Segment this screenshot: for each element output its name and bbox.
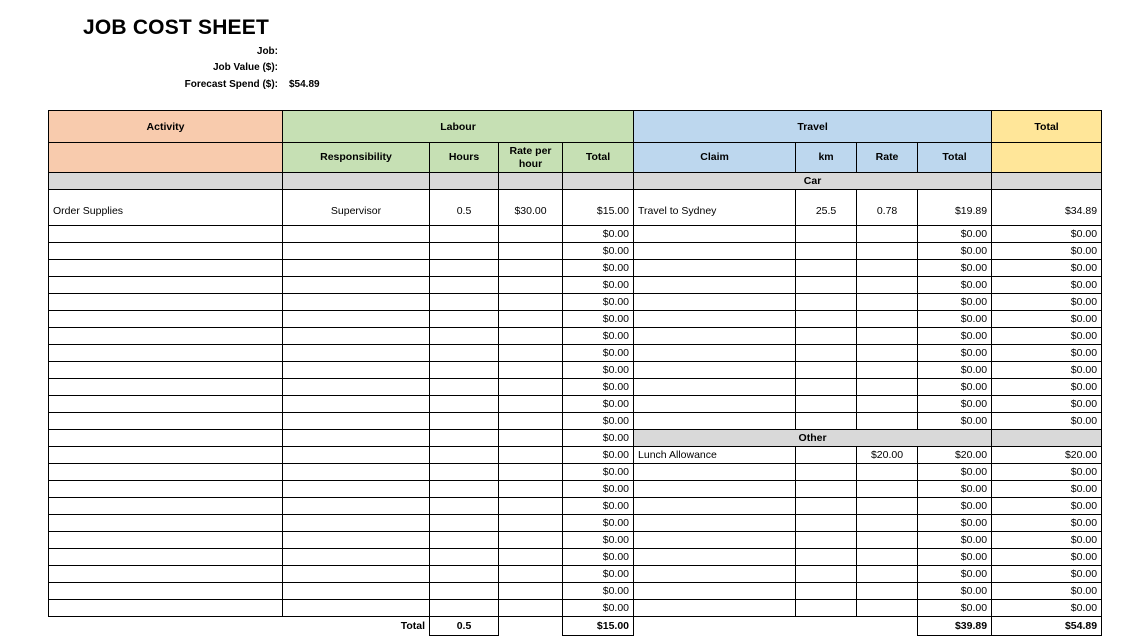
- rate-per-hour-cell[interactable]: [499, 277, 563, 294]
- km-cell[interactable]: [796, 566, 857, 583]
- row-total-cell[interactable]: $0.00: [992, 362, 1102, 379]
- row-total-cell[interactable]: $0.00: [992, 379, 1102, 396]
- travel-total-cell[interactable]: $0.00: [918, 260, 992, 277]
- travel-rate-cell[interactable]: [857, 311, 918, 328]
- km-cell[interactable]: [796, 600, 857, 617]
- hours-cell[interactable]: [430, 226, 499, 243]
- km-cell[interactable]: [796, 532, 857, 549]
- activity-cell[interactable]: [49, 583, 283, 600]
- km-cell[interactable]: [796, 294, 857, 311]
- header-activity-sub[interactable]: [49, 143, 283, 173]
- section-cell[interactable]: [992, 173, 1102, 190]
- claim-cell[interactable]: [634, 566, 796, 583]
- claim-cell[interactable]: [634, 396, 796, 413]
- claim-cell[interactable]: [634, 413, 796, 430]
- table-row: [49, 190, 1102, 226]
- labour-total-cell[interactable]: $0.00: [563, 515, 634, 532]
- responsibility-cell[interactable]: [283, 345, 430, 362]
- claim-cell[interactable]: [634, 362, 796, 379]
- totals-grand[interactable]: $54.89: [992, 617, 1102, 636]
- activity-cell[interactable]: [49, 277, 283, 294]
- table-row: [49, 243, 1102, 260]
- activity-cell[interactable]: [49, 498, 283, 515]
- responsibility-cell[interactable]: [283, 413, 430, 430]
- table-row: [49, 413, 1102, 430]
- travel-total-cell[interactable]: $20.00: [918, 447, 992, 464]
- hours-cell[interactable]: [430, 600, 499, 617]
- travel-rate-cell[interactable]: [857, 277, 918, 294]
- header-responsibility[interactable]: Responsibility: [283, 143, 430, 173]
- activity-cell[interactable]: [49, 549, 283, 566]
- rate-per-hour-cell[interactable]: [499, 294, 563, 311]
- km-cell[interactable]: [796, 226, 857, 243]
- table-row: [49, 345, 1102, 362]
- row-total-cell[interactable]: $34.89: [992, 190, 1102, 226]
- table-row: [49, 600, 1102, 617]
- responsibility-cell[interactable]: [283, 294, 430, 311]
- section-cell[interactable]: [430, 173, 499, 190]
- travel-rate-cell[interactable]: $20.00: [857, 447, 918, 464]
- km-cell[interactable]: [796, 549, 857, 566]
- table-row: [49, 260, 1102, 277]
- row-total-cell[interactable]: $0.00: [992, 549, 1102, 566]
- responsibility-cell[interactable]: [283, 549, 430, 566]
- claim-cell[interactable]: [634, 379, 796, 396]
- forecast-spend-value: $54.89: [289, 79, 320, 90]
- responsibility-cell[interactable]: [283, 311, 430, 328]
- labour-total-cell[interactable]: $0.00: [563, 396, 634, 413]
- km-cell[interactable]: [796, 498, 857, 515]
- table-row: [49, 464, 1102, 481]
- table-row: [49, 311, 1102, 328]
- activity-cell[interactable]: [49, 464, 283, 481]
- responsibility-cell[interactable]: [283, 379, 430, 396]
- table-row: [49, 549, 1102, 566]
- hours-cell[interactable]: [430, 345, 499, 362]
- travel-rate-cell[interactable]: [857, 260, 918, 277]
- rate-per-hour-cell[interactable]: [499, 583, 563, 600]
- totals-blank[interactable]: [499, 617, 563, 636]
- travel-total-cell[interactable]: $0.00: [918, 566, 992, 583]
- totals-blank[interactable]: [796, 617, 857, 636]
- rate-per-hour-cell[interactable]: [499, 464, 563, 481]
- activity-cell[interactable]: [49, 566, 283, 583]
- travel-total-cell[interactable]: $0.00: [918, 464, 992, 481]
- header-rate-per-hour[interactable]: Rate per hour: [499, 143, 563, 173]
- activity-cell[interactable]: [49, 328, 283, 345]
- labour-total-cell[interactable]: $15.00: [563, 190, 634, 226]
- travel-total-cell[interactable]: $0.00: [918, 226, 992, 243]
- travel-total-cell[interactable]: $0.00: [918, 532, 992, 549]
- rate-per-hour-cell[interactable]: [499, 600, 563, 617]
- table-row: [49, 362, 1102, 379]
- labour-total-cell[interactable]: $0.00: [563, 481, 634, 498]
- job-value-label: Job Value ($):: [212, 62, 278, 73]
- header-labour[interactable]: Labour: [283, 111, 634, 143]
- responsibility-cell[interactable]: [283, 430, 430, 447]
- claim-cell[interactable]: [634, 328, 796, 345]
- totals-hours[interactable]: 0.5: [430, 617, 499, 636]
- km-cell[interactable]: [796, 447, 857, 464]
- travel-rate-cell[interactable]: [857, 566, 918, 583]
- travel-rate-cell[interactable]: [857, 226, 918, 243]
- row-total-cell[interactable]: $0.00: [992, 260, 1102, 277]
- claim-cell[interactable]: [634, 294, 796, 311]
- rate-per-hour-cell[interactable]: [499, 515, 563, 532]
- labour-total-cell[interactable]: $0.00: [563, 294, 634, 311]
- claim-cell[interactable]: [634, 345, 796, 362]
- hours-cell[interactable]: [430, 413, 499, 430]
- travel-rate-cell[interactable]: [857, 362, 918, 379]
- claim-cell[interactable]: [634, 311, 796, 328]
- labour-total-cell[interactable]: $0.00: [563, 566, 634, 583]
- row-total-cell[interactable]: $20.00: [992, 447, 1102, 464]
- hours-cell[interactable]: [430, 311, 499, 328]
- activity-cell[interactable]: [49, 481, 283, 498]
- section-cell[interactable]: [499, 173, 563, 190]
- labour-total-cell[interactable]: $0.00: [563, 277, 634, 294]
- activity-cell[interactable]: [49, 430, 283, 447]
- labour-total-cell[interactable]: $0.00: [563, 362, 634, 379]
- table-row: [49, 583, 1102, 600]
- claim-cell[interactable]: [634, 515, 796, 532]
- travel-total-cell[interactable]: $0.00: [918, 311, 992, 328]
- totals-blank[interactable]: [857, 617, 918, 636]
- hours-cell[interactable]: [430, 566, 499, 583]
- travel-total-cell[interactable]: $0.00: [918, 515, 992, 532]
- travel-rate-cell[interactable]: [857, 413, 918, 430]
- table-row: [49, 532, 1102, 549]
- responsibility-cell[interactable]: [283, 362, 430, 379]
- header-total[interactable]: Total: [992, 111, 1102, 143]
- table-row: [49, 481, 1102, 498]
- km-cell[interactable]: [796, 515, 857, 532]
- km-cell[interactable]: [796, 243, 857, 260]
- responsibility-cell[interactable]: [283, 532, 430, 549]
- km-cell[interactable]: [796, 328, 857, 345]
- responsibility-cell[interactable]: [283, 566, 430, 583]
- table-row: [49, 294, 1102, 311]
- labour-total-cell[interactable]: $0.00: [563, 498, 634, 515]
- rate-per-hour-cell[interactable]: [499, 362, 563, 379]
- travel-rate-cell[interactable]: [857, 379, 918, 396]
- rate-per-hour-cell[interactable]: [499, 447, 563, 464]
- travel-rate-cell[interactable]: [857, 294, 918, 311]
- claim-cell[interactable]: [634, 260, 796, 277]
- row-total-cell[interactable]: $0.00: [992, 277, 1102, 294]
- rate-per-hour-cell[interactable]: [499, 226, 563, 243]
- responsibility-cell[interactable]: [283, 260, 430, 277]
- travel-rate-cell[interactable]: [857, 549, 918, 566]
- header-claim[interactable]: Claim: [634, 143, 796, 173]
- hours-cell[interactable]: [430, 396, 499, 413]
- km-cell[interactable]: [796, 277, 857, 294]
- activity-cell[interactable]: Order Supplies: [49, 190, 283, 226]
- travel-rate-cell[interactable]: [857, 328, 918, 345]
- travel-total-cell[interactable]: $0.00: [918, 277, 992, 294]
- labour-total-cell[interactable]: $0.00: [563, 583, 634, 600]
- header-km[interactable]: km: [796, 143, 857, 173]
- hours-cell[interactable]: [430, 481, 499, 498]
- activity-cell[interactable]: [49, 447, 283, 464]
- section-cell[interactable]: [563, 173, 634, 190]
- labour-total-cell[interactable]: $0.00: [563, 311, 634, 328]
- section-car-label[interactable]: Car: [634, 173, 992, 190]
- hours-cell[interactable]: [430, 498, 499, 515]
- job-label: Job:: [256, 46, 278, 57]
- responsibility-cell[interactable]: [283, 498, 430, 515]
- rate-per-hour-cell[interactable]: [499, 498, 563, 515]
- km-cell[interactable]: [796, 379, 857, 396]
- km-cell[interactable]: [796, 396, 857, 413]
- activity-cell[interactable]: [49, 362, 283, 379]
- table-row: [49, 498, 1102, 515]
- activity-cell[interactable]: [49, 413, 283, 430]
- labour-total-cell[interactable]: $0.00: [563, 447, 634, 464]
- row-total-cell[interactable]: $0.00: [992, 566, 1102, 583]
- hours-cell[interactable]: [430, 243, 499, 260]
- row-total-cell[interactable]: $0.00: [992, 515, 1102, 532]
- hours-cell[interactable]: [430, 379, 499, 396]
- totals-blank[interactable]: [49, 617, 283, 636]
- rate-per-hour-cell[interactable]: [499, 481, 563, 498]
- hours-cell[interactable]: [430, 583, 499, 600]
- table-row: [49, 226, 1102, 243]
- hours-cell[interactable]: [430, 277, 499, 294]
- claim-cell[interactable]: [634, 498, 796, 515]
- forecast-spend-label: Forecast Spend ($):: [184, 79, 278, 90]
- row-total-cell[interactable]: $0.00: [992, 600, 1102, 617]
- claim-cell[interactable]: [634, 481, 796, 498]
- responsibility-cell[interactable]: [283, 583, 430, 600]
- travel-total-cell[interactable]: $0.00: [918, 243, 992, 260]
- responsibility-cell[interactable]: [283, 243, 430, 260]
- header-activity[interactable]: Activity: [49, 111, 283, 143]
- rate-per-hour-cell[interactable]: [499, 396, 563, 413]
- header-total-sub[interactable]: [992, 143, 1102, 173]
- activity-cell[interactable]: [49, 226, 283, 243]
- travel-total-cell[interactable]: $0.00: [918, 294, 992, 311]
- travel-total-cell[interactable]: $0.00: [918, 549, 992, 566]
- hours-cell[interactable]: [430, 362, 499, 379]
- rate-per-hour-cell[interactable]: [499, 532, 563, 549]
- claim-cell[interactable]: [634, 243, 796, 260]
- rate-per-hour-cell[interactable]: [499, 260, 563, 277]
- travel-rate-cell[interactable]: [857, 464, 918, 481]
- travel-rate-cell[interactable]: [857, 583, 918, 600]
- responsibility-cell[interactable]: [283, 600, 430, 617]
- travel-total-cell[interactable]: $0.00: [918, 379, 992, 396]
- km-cell[interactable]: [796, 413, 857, 430]
- activity-cell[interactable]: [49, 243, 283, 260]
- claim-cell[interactable]: Travel to Sydney: [634, 190, 796, 226]
- responsibility-cell[interactable]: [283, 515, 430, 532]
- rate-per-hour-cell[interactable]: [499, 328, 563, 345]
- header-travel-total[interactable]: Total: [918, 143, 992, 173]
- row-total-cell[interactable]: $0.00: [992, 532, 1102, 549]
- travel-rate-cell[interactable]: [857, 481, 918, 498]
- km-cell[interactable]: [796, 464, 857, 481]
- row-total-cell[interactable]: $0.00: [992, 583, 1102, 600]
- hours-cell[interactable]: [430, 549, 499, 566]
- row-total-cell[interactable]: $0.00: [992, 464, 1102, 481]
- header-hours[interactable]: Hours: [430, 143, 499, 173]
- hours-cell[interactable]: [430, 464, 499, 481]
- labour-total-cell[interactable]: $0.00: [563, 464, 634, 481]
- table-row: [49, 566, 1102, 583]
- labour-total-cell[interactable]: $0.00: [563, 430, 634, 447]
- rate-per-hour-cell[interactable]: [499, 430, 563, 447]
- totals-label[interactable]: Total: [400, 620, 425, 633]
- header-labour-total[interactable]: Total: [563, 143, 634, 173]
- travel-total-cell[interactable]: $0.00: [918, 600, 992, 617]
- labour-total-cell[interactable]: $0.00: [563, 260, 634, 277]
- section-cell[interactable]: [992, 430, 1102, 447]
- claim-cell[interactable]: [634, 600, 796, 617]
- claim-cell[interactable]: [634, 549, 796, 566]
- km-cell[interactable]: [796, 362, 857, 379]
- hours-cell[interactable]: [430, 294, 499, 311]
- activity-cell[interactable]: [49, 600, 283, 617]
- travel-rate-cell[interactable]: [857, 345, 918, 362]
- totals-row: [49, 617, 1102, 636]
- totals-labour[interactable]: $15.00: [563, 617, 634, 636]
- claim-cell[interactable]: Lunch Allowance: [634, 447, 796, 464]
- labour-total-cell[interactable]: $0.00: [563, 243, 634, 260]
- header-travel[interactable]: Travel: [634, 111, 992, 143]
- km-cell[interactable]: 25.5: [796, 190, 857, 226]
- travel-total-cell[interactable]: $0.00: [918, 481, 992, 498]
- rate-per-hour-cell[interactable]: $30.00: [499, 190, 563, 226]
- km-cell[interactable]: [796, 260, 857, 277]
- responsibility-cell[interactable]: [283, 226, 430, 243]
- km-cell[interactable]: [796, 345, 857, 362]
- activity-cell[interactable]: [49, 260, 283, 277]
- travel-total-cell[interactable]: $19.89: [918, 190, 992, 226]
- hours-cell[interactable]: [430, 328, 499, 345]
- responsibility-cell[interactable]: [283, 328, 430, 345]
- activity-cell[interactable]: [49, 532, 283, 549]
- travel-rate-cell[interactable]: [857, 515, 918, 532]
- travel-rate-cell[interactable]: [857, 243, 918, 260]
- responsibility-cell[interactable]: Supervisor: [283, 190, 430, 226]
- activity-cell[interactable]: [49, 311, 283, 328]
- travel-rate-cell[interactable]: [857, 600, 918, 617]
- claim-cell[interactable]: [634, 583, 796, 600]
- hours-cell[interactable]: [430, 447, 499, 464]
- activity-cell[interactable]: [49, 294, 283, 311]
- table-row: [49, 447, 1102, 464]
- hours-cell[interactable]: [430, 515, 499, 532]
- travel-total-cell[interactable]: $0.00: [918, 583, 992, 600]
- table-row: [49, 515, 1102, 532]
- activity-cell[interactable]: [49, 396, 283, 413]
- travel-total-cell[interactable]: $0.00: [918, 498, 992, 515]
- rate-per-hour-cell[interactable]: [499, 311, 563, 328]
- job-cost-table: [48, 110, 1102, 636]
- labour-total-cell[interactable]: $0.00: [563, 549, 634, 566]
- row-total-cell[interactable]: $0.00: [992, 498, 1102, 515]
- row-total-cell[interactable]: $0.00: [992, 311, 1102, 328]
- row-total-cell[interactable]: $0.00: [992, 294, 1102, 311]
- rate-per-hour-cell[interactable]: [499, 413, 563, 430]
- responsibility-cell[interactable]: [283, 481, 430, 498]
- row-total-cell[interactable]: $0.00: [992, 413, 1102, 430]
- table-row: [49, 328, 1102, 345]
- table-row: [49, 379, 1102, 396]
- responsibility-cell[interactable]: [283, 464, 430, 481]
- table-row: [49, 430, 1102, 447]
- row-total-cell[interactable]: $0.00: [992, 345, 1102, 362]
- activity-cell[interactable]: [49, 379, 283, 396]
- activity-cell[interactable]: [49, 515, 283, 532]
- labour-total-cell[interactable]: $0.00: [563, 226, 634, 243]
- km-cell[interactable]: [796, 311, 857, 328]
- labour-total-cell[interactable]: $0.00: [563, 345, 634, 362]
- rate-per-hour-cell[interactable]: [499, 379, 563, 396]
- travel-total-cell[interactable]: $0.00: [918, 345, 992, 362]
- row-total-cell[interactable]: $0.00: [992, 328, 1102, 345]
- labour-total-cell[interactable]: $0.00: [563, 379, 634, 396]
- hours-cell[interactable]: [430, 430, 499, 447]
- section-cell[interactable]: [49, 173, 283, 190]
- travel-total-cell[interactable]: $0.00: [918, 362, 992, 379]
- responsibility-cell[interactable]: [283, 396, 430, 413]
- totals-blank[interactable]: [634, 617, 796, 636]
- row-total-cell[interactable]: $0.00: [992, 396, 1102, 413]
- rate-per-hour-cell[interactable]: [499, 345, 563, 362]
- section-other-label[interactable]: Other: [634, 430, 992, 447]
- labour-total-cell[interactable]: $0.00: [563, 600, 634, 617]
- travel-rate-cell[interactable]: [857, 396, 918, 413]
- responsibility-cell[interactable]: [283, 447, 430, 464]
- travel-rate-cell[interactable]: 0.78: [857, 190, 918, 226]
- rate-per-hour-cell[interactable]: [499, 566, 563, 583]
- labour-total-cell[interactable]: $0.00: [563, 328, 634, 345]
- claim-cell[interactable]: [634, 532, 796, 549]
- table-row: [49, 277, 1102, 294]
- row-total-cell[interactable]: $0.00: [992, 226, 1102, 243]
- section-cell[interactable]: [283, 173, 430, 190]
- row-total-cell[interactable]: $0.00: [992, 243, 1102, 260]
- travel-rate-cell[interactable]: [857, 532, 918, 549]
- activity-cell[interactable]: [49, 345, 283, 362]
- claim-cell[interactable]: [634, 464, 796, 481]
- hours-cell[interactable]: [430, 532, 499, 549]
- header-rate[interactable]: Rate: [857, 143, 918, 173]
- travel-total-cell[interactable]: $0.00: [918, 413, 992, 430]
- hours-cell[interactable]: [430, 260, 499, 277]
- sheet-title: JOB COST SHEET: [83, 16, 269, 39]
- travel-total-cell[interactable]: $0.00: [918, 328, 992, 345]
- labour-total-cell[interactable]: $0.00: [563, 413, 634, 430]
- totals-travel[interactable]: $39.89: [918, 617, 992, 636]
- claim-cell[interactable]: [634, 226, 796, 243]
- rate-per-hour-cell[interactable]: [499, 243, 563, 260]
- travel-total-cell[interactable]: $0.00: [918, 396, 992, 413]
- labour-total-cell[interactable]: $0.00: [563, 532, 634, 549]
- row-total-cell[interactable]: $0.00: [992, 481, 1102, 498]
- table-row: [49, 396, 1102, 413]
- travel-rate-cell[interactable]: [857, 498, 918, 515]
- rate-per-hour-cell[interactable]: [499, 549, 563, 566]
- km-cell[interactable]: [796, 481, 857, 498]
- responsibility-cell[interactable]: [283, 277, 430, 294]
- km-cell[interactable]: [796, 583, 857, 600]
- hours-cell[interactable]: 0.5: [430, 190, 499, 226]
- claim-cell[interactable]: [634, 277, 796, 294]
